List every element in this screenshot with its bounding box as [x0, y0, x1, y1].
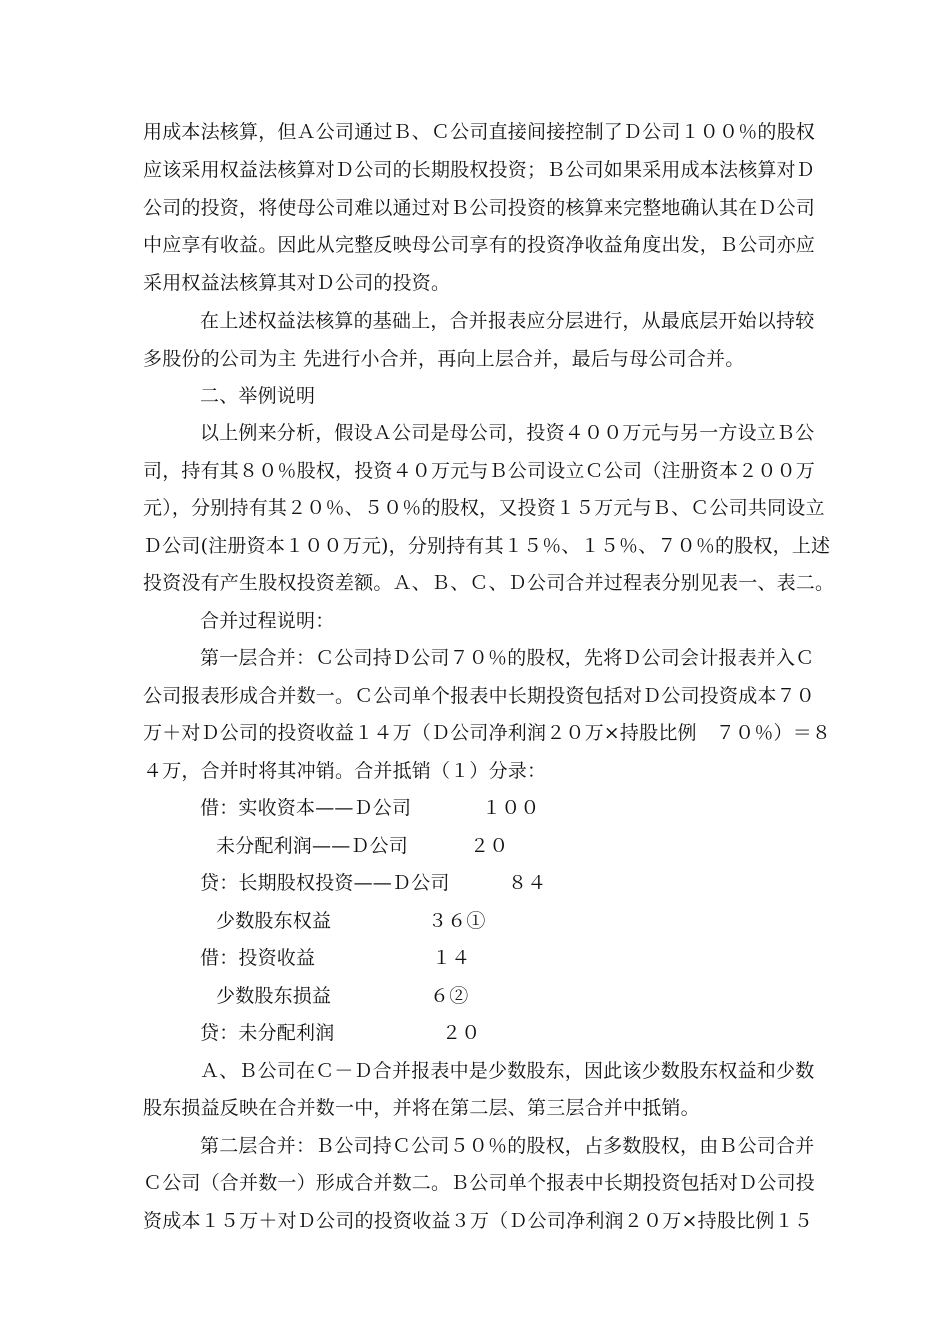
- journal-entry-amount: ２０: [442, 1022, 481, 1044]
- text-line: 公司报表形成合并数一。Ｃ公司单个报表中长期投资包括对Ｄ公司投资成本７０: [143, 685, 816, 707]
- text-line: 用成本法核算，但Ａ公司通过Ｂ、Ｃ公司直接间接控制了Ｄ公司１００％的股权: [143, 121, 816, 143]
- journal-entry-amount: ２０: [470, 835, 509, 857]
- journal-entry-amount: １４: [432, 947, 471, 969]
- text-line: 第一层合并：Ｃ公司持Ｄ公司７０％的股权，先将Ｄ公司会计报表并入Ｃ: [200, 647, 815, 669]
- journal-entry-label: 少数股东权益: [216, 910, 332, 932]
- journal-entry-label: 少数股东损益: [216, 985, 332, 1007]
- journal-entry-label: 贷：未分配利润: [200, 1022, 335, 1044]
- text-line: 应该采用权益法核算对Ｄ公司的长期股权投资；Ｂ公司如果采用成本法核算对Ｄ: [143, 159, 816, 181]
- text-line: Ｃ公司（合并数一）形成合并数二。Ｂ公司单个报表中长期投资包括对Ｄ公司投: [143, 1172, 816, 1194]
- journal-entry-label: 借：投资收益: [200, 947, 316, 969]
- text-line: Ａ、Ｂ公司在Ｃ－Ｄ合并报表中是少数股东，因此该少数股东权益和少数: [200, 1060, 815, 1082]
- journal-entry-label: 贷：长期股权投资——Ｄ公司: [200, 872, 450, 894]
- text-line: 多股份的公司为主 先进行小合并，再向上层合并，最后与母公司合并。: [143, 348, 745, 370]
- text-line: 第二层合并：Ｂ公司持Ｃ公司５０％的股权，占多数股权，由Ｂ公司合并: [200, 1135, 815, 1157]
- journal-entry-amount: ６②: [430, 985, 469, 1007]
- text-line: 资成本１５万＋对Ｄ公司的投资收益３万（Ｄ公司净利润２０万×持股比例１５: [143, 1210, 813, 1232]
- journal-entry-amount: １００: [482, 797, 540, 819]
- section-heading: 二、举例说明: [200, 385, 316, 407]
- subheading: 合并过程说明：: [200, 610, 335, 632]
- text-line: 公司的投资，将使母公司难以通过对Ｂ公司投资的核算来完整地确认其在Ｄ公司: [143, 197, 816, 219]
- text-line: 投资没有产生股权投资差额。Ａ、Ｂ、Ｃ、Ｄ公司合并过程表分别见表一、表二。: [143, 572, 835, 594]
- journal-entry-label: 借：实收资本——Ｄ公司: [200, 797, 412, 819]
- text-line: 在上述权益法核算的基础上，合并报表应分层进行，从最底层开始以持较: [200, 310, 815, 332]
- text-line: ４万，合并时将其冲销。合并抵销（１）分录：: [143, 760, 547, 782]
- text-line: 中应享有收益。因此从完整反映母公司享有的投资净收益角度出发，Ｂ公司亦应: [143, 234, 816, 256]
- text-line: 万＋对Ｄ公司的投资收益１４万（Ｄ公司净利润２０万×持股比例 ７０％）＝８: [143, 722, 832, 744]
- text-line: 司，持有其８０％股权，投资４０万元与Ｂ公司设立Ｃ公司（注册资本２００万: [143, 460, 816, 482]
- text-line: Ｄ公司(注册资本１００万元)，分别持有其１５％、１５％、７０％的股权，上述: [143, 535, 831, 557]
- text-line: 元），分别持有其２０％、５０％的股权，又投资１５万元与Ｂ、Ｃ公司共同设立: [143, 497, 825, 519]
- text-line: 以上例来分析，假设Ａ公司是母公司，投资４００万元与另一方设立Ｂ公: [200, 422, 815, 444]
- text-line: 采用权益法核算其对Ｄ公司的投资。: [143, 272, 451, 294]
- journal-entry-label: 未分配利润——Ｄ公司: [216, 835, 409, 857]
- journal-entry-amount: ８４: [508, 872, 547, 894]
- journal-entry-amount: ３６①: [428, 910, 486, 932]
- text-line: 股东损益反映在合并数一中，并将在第二层、第三层合并中抵销。: [143, 1097, 700, 1119]
